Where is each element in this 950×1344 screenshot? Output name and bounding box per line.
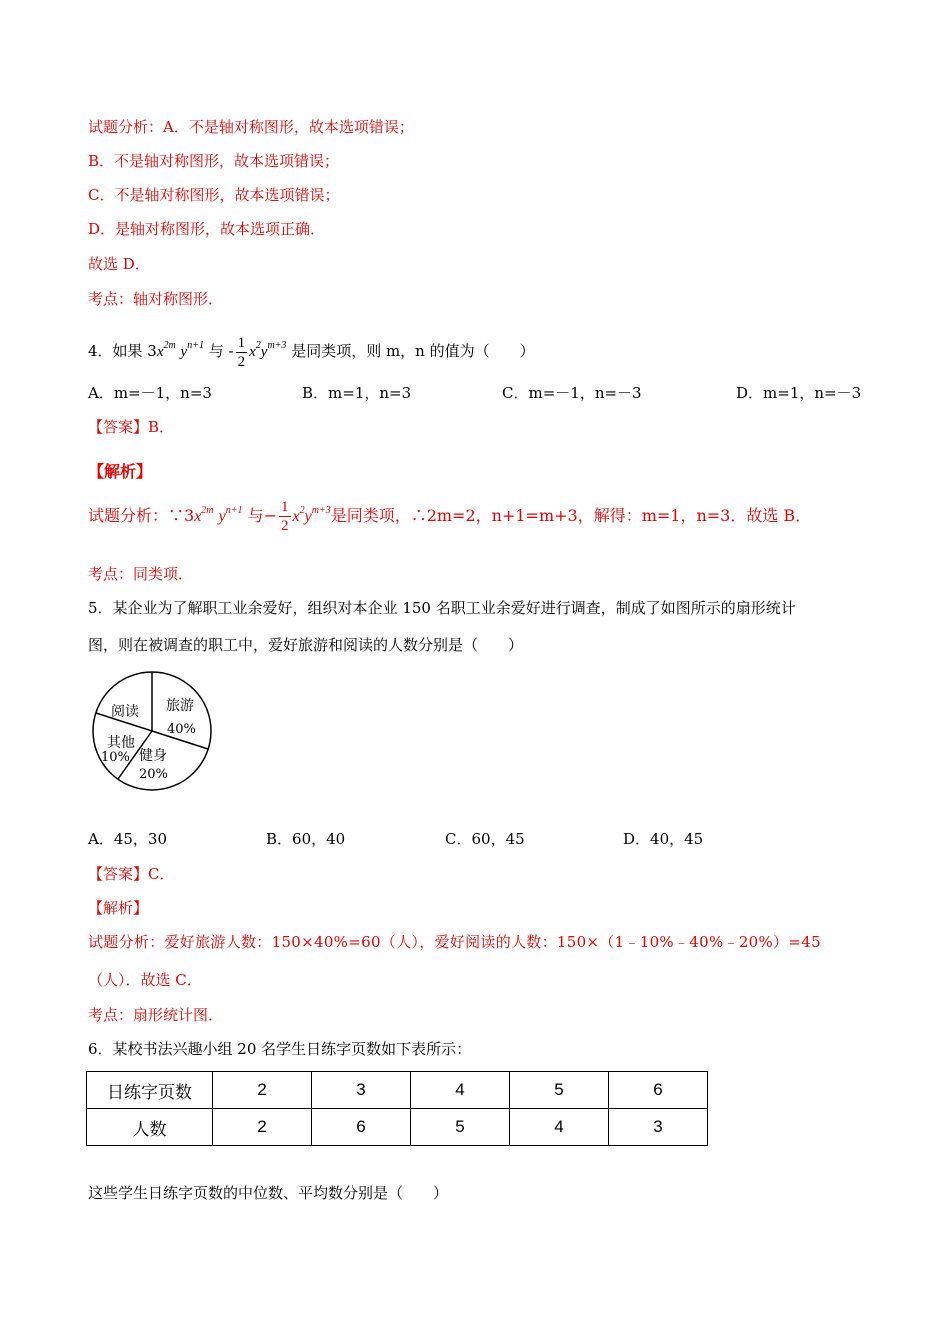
q5-option-a: A．45，30	[88, 830, 168, 848]
table-cell: 6	[312, 1109, 411, 1146]
q4-analysis-x: x	[194, 508, 202, 525]
q4-stem	[88, 333, 535, 371]
q4-var-y2: y	[260, 344, 268, 360]
q5-analysis-line1: 试题分析：爱好旅游人数：150×40%=60（人），爱好阅读的人数：150×（1﹣10%﹣40%﹣20%）=45	[88, 933, 821, 951]
table-row	[87, 1109, 708, 1146]
table-cell: 5	[510, 1072, 609, 1109]
q3-analysis-line-b: B．不是轴对称图形，故本选项错误；	[88, 152, 340, 170]
q4-var-y: y	[180, 344, 188, 360]
q5-key-point: 考点：扇形统计图．	[88, 1006, 224, 1024]
q4-option-b: B．m=1，n=3	[302, 384, 412, 402]
table-cell: 2	[213, 1072, 312, 1109]
q4-analysis-label: 【解析】	[88, 462, 153, 481]
q5-stem-line1: 5．某企业为了解职工业余爱好，组织对本企业 150 名职工业余爱好进行调查，制成了如图所示的扇形统计	[88, 599, 796, 617]
q4-analysis-exp-2m: 2m	[201, 505, 214, 516]
q4-exp-m3: m+3	[267, 340, 287, 351]
q4-analysis-prefix: 试题分析：∵3	[88, 506, 195, 525]
q4-option-a: A．m=－1，n=3	[88, 384, 212, 402]
q4-analysis-x2: x	[292, 508, 300, 525]
q4-stem-prefix: 4．如果 3	[88, 342, 157, 360]
q4-exp-2: 2	[255, 340, 261, 351]
table-cell: 4	[411, 1072, 510, 1109]
q4-analysis-with: 与−	[247, 506, 277, 525]
q5-option-b: B．60，40	[266, 830, 346, 848]
pie-label-fitness-pct: 20%	[139, 767, 168, 782]
table-cell: 6	[609, 1072, 708, 1109]
q4-analysis-y: y	[218, 508, 226, 525]
q5-stem-line2: 图，则在被调查的职工中，爱好旅游和阅读的人数分别是（ ）	[88, 636, 524, 654]
q6-question: 这些学生日练字页数的中位数、平均数分别是（ ）	[88, 1184, 449, 1202]
table-cell: 4	[510, 1109, 609, 1146]
pie-label-travel-pct: 40%	[167, 722, 196, 737]
q4-option-d: D．m=1，n=－3	[736, 384, 862, 402]
q5-pie-chart	[90, 670, 216, 796]
q6-stem: 6．某校书法兴趣小组 20 名学生日练字页数如下表所示：	[88, 1040, 472, 1058]
table-row	[87, 1072, 708, 1109]
q6-table	[86, 1071, 708, 1146]
q4-with-text: 与 -	[208, 342, 234, 360]
q3-analysis-line-c: C．不是轴对称图形，故本选项错误；	[88, 186, 340, 204]
q5-analysis-line2: （人）．故选 C．	[88, 971, 202, 989]
q3-analysis-line-a: 试题分析：A．不是轴对称图形，故本选项错误；	[88, 118, 414, 136]
q4-analysis	[88, 498, 811, 535]
pie-label-reading: 阅读	[111, 704, 139, 720]
table-row-header: 人数	[87, 1109, 213, 1146]
q4-var-x2: x	[249, 344, 256, 360]
q4-fraction	[236, 334, 248, 371]
pie-label-fitness: 健身	[139, 748, 167, 764]
q4-analysis-exp-2: 2	[299, 505, 305, 516]
q5-answer: 【答案】C．	[88, 865, 175, 883]
q4-frac-num: 1	[237, 334, 246, 351]
q5-analysis-label: 【解析】	[88, 899, 149, 917]
q3-key-point: 考点：轴对称图形．	[88, 290, 224, 308]
q4-analysis-y2: y	[304, 508, 312, 525]
pie-label-travel: 旅游	[166, 698, 194, 714]
table-cell: 3	[312, 1072, 411, 1109]
q4-analysis-suffix: 是同类项，∴2m=2，n+1=m+3，解得：m=1，n=3．故选 B．	[330, 506, 812, 525]
q3-conclusion: 故选 D．	[88, 255, 150, 273]
q4-exp-n1: n+1	[187, 340, 204, 351]
table-cell: 5	[411, 1109, 510, 1146]
q4-stem-suffix: 是同类项，则 m，n 的值为（ ）	[286, 342, 535, 360]
pie-label-other-pct: 10%	[101, 750, 130, 765]
q4-analysis-fraction	[279, 498, 291, 535]
q4-analysis-exp-m3: m+3	[311, 505, 331, 516]
q4-frac-den: 2	[237, 353, 246, 370]
pie-label-other: 其他	[107, 735, 135, 751]
table-cell: 3	[609, 1109, 708, 1146]
q4-exp-2m: 2m	[163, 340, 176, 351]
q4-analysis-frac-num: 1	[281, 499, 289, 515]
q4-key-point: 考点：同类项．	[88, 565, 194, 583]
q4-option-c: C．m=－1，n=－3	[502, 384, 642, 402]
q3-analysis-line-d: D．是轴对称图形，故本选项正确．	[88, 220, 326, 238]
table-row-header: 日练字页数	[87, 1072, 213, 1109]
q5-option-c: C．60，45	[445, 830, 525, 848]
q4-answer: 【答案】B．	[88, 418, 175, 436]
q4-var-x: x	[156, 344, 164, 360]
q4-analysis-exp-n1: n+1	[225, 505, 243, 516]
q5-option-d: D．40，45	[623, 830, 704, 848]
q4-analysis-frac-den: 2	[281, 518, 289, 534]
table-cell: 2	[213, 1109, 312, 1146]
